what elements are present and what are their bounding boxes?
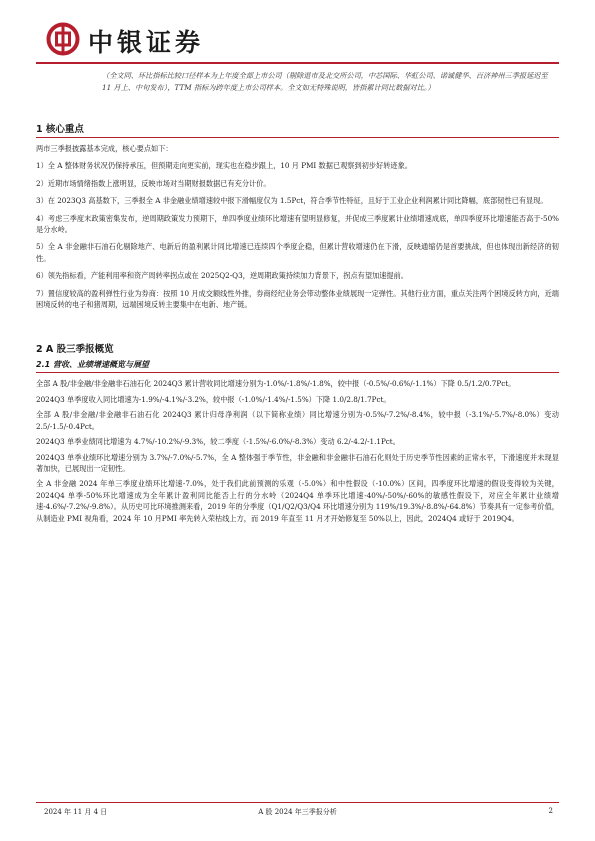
main-content bbox=[36, 70, 559, 524]
footer-date: 2024 年 11 月 4 日 bbox=[44, 808, 108, 816]
key-point-6: 6）领先指标看，产能利用率和资产周转率拐点或在 2025Q2-Q3，逆周期政策持续加力背景下，拐点有望加速提前。 bbox=[36, 271, 408, 281]
bank-of-china-logo-icon bbox=[46, 22, 80, 56]
key-point-4: 4）考虑三季度末政策密集发布，逆周期政策发力预期下，单四季度业绩环比增速有望明显修复，并促成三季度累计业绩增速成底，单四季度环比增速能否高于-50%是分水岭。 bbox=[36, 213, 559, 235]
key-point-2: 2）近期市场情绪指数上涨明显，反映市场对当期财报数据已有充分计价。 bbox=[36, 178, 271, 188]
section-1-divider bbox=[36, 137, 559, 138]
paragraph-profit-qoq: 2024Q3 单季业绩环比增速分别为 3.7%/-7.0%/-5.7%，全 A 整体强于季节性，非金融和非金融非石油石化则处于历史季节性因素的正常水平，下滑速度并未现显著加快，已展现出一定韧性。 bbox=[36, 452, 559, 473]
paragraph-outlook: 全 A 非金融 2024 年单三季度业绩环比增速-7.0%，处于我们此前预测的乐观（-5.0%）和中性假设（-10.0%）区间，四季度环比增速的假设变得较为关键，2024Q4 单季-50%环比增速成为全年累计盈利同比能否上行的分水岭（2024Q4 单季环比增速-40%/-50%/-60%的敏感性假设下，对应全年累计业绩增速-4.6%/-7.2%/-9.8%）。从历史可比环境推测来看，2019 年的分季度（Q1/Q2/Q3/Q4 环比增速分别为 119%/19.3%/-8.8%/-64.8%）节奏具有一定参考价值，从制造业 PMI 视角看，2024 年 10 月PMI 率先转入荣枯线上方，而 2019 年直至 11 月才开始修复至 50%以上，因此，2024Q4 或好于 2019Q4。 bbox=[36, 479, 559, 523]
page-header bbox=[36, 20, 559, 64]
paragraph-profit-quarterly: 2024Q3 单季业绩同比增速为 4.7%/-10.2%/-9.3%，较二季度（-1.5%/-6.0%/-8.3%）变动 6.2/-4.2/-1.1Pct。 bbox=[36, 437, 400, 447]
header-divider bbox=[36, 62, 559, 64]
section-2-1-heading: 2.1 营收、业绩增速概览与展望 bbox=[36, 360, 149, 370]
section-2-heading: 2 A 股三季报概览 bbox=[36, 344, 114, 356]
key-point-1: 1）全 A 整体财务状况仍保持承压，但预期走向更实前，现实也在稳步跟上，10 月 PMI 数据已观察到初步好转迹象。 bbox=[36, 161, 412, 171]
section-1-lead: 两市三季报披露基本完成，核心要点如下： bbox=[36, 144, 173, 153]
key-point-7: 7）置信度较高的盈利弹性行业为券商：按照 10 月成交额线性外推，券商经纪业务会带动整体业绩展现一定弹性。其他行业方面，重点关注两个困境反转方向，近端困境反转的电子和猪周期，远端困境反转主要集中在电新、地产链。 bbox=[36, 288, 559, 310]
section-1-heading: 1 核心重点 bbox=[36, 124, 84, 135]
paragraph-revenue-cumulative: 全部 A 股/非金融/非金融非石油石化 2024Q3 累计营收同比增速分别为-1.0%/-1.8%/-1.8%，较中报（-0.5%/-0.6%/-1.1%）下降 0.5/1.2/0.7Pct。 bbox=[36, 379, 516, 389]
paragraph-revenue-quarterly: 2024Q3 单季度收入同比增速为-1.9%/-4.1%/-3.2%，较中报（-1.0%/-1.4%/-1.5%）下降 1.0/2.8/1.7Pct。 bbox=[36, 394, 391, 404]
brand-name: 中银证券 bbox=[88, 28, 205, 57]
footer-divider bbox=[36, 802, 559, 803]
footer-report-title: A 股 2024 年三季报分析 bbox=[258, 808, 337, 816]
section-2-1-divider bbox=[36, 372, 559, 373]
key-point-3: 3）在 2023Q3 高基数下，三季报全 A 非金融业绩增速较中报下滑幅度仅为 1.5Pct，符合季节性特征，且好于工业企业利润累计同比降幅，底部韧性已有显现。 bbox=[36, 196, 548, 206]
key-point-5: 5）全 A 非金融非石油石化剔除地产、电新后的盈利累计同比增速已连续四个季度企稳，但累计营收增速仍在下滑，反映通缩仍是首要挑战，但也体现出新经济的韧性。 bbox=[36, 242, 559, 263]
footer-page-number: 2 bbox=[548, 807, 553, 815]
intro-note: （全文同、环比指标比较口径样本为上年度全部上市公司（剔除退市及北交所公司，中芯国际、华虹公司、诺诚健华、百济神州三季报延迟至 11 月上、中旬发布），TTM 指标为跨年度上市公司样本。全文如无特殊说明，皆指累计同比数据对比。） bbox=[102, 71, 548, 92]
paragraph-profit-cumulative: 全部 A 股/非金融/非金融非石油石化 2024Q3 累计归母净利润（以下简称业绩）同比增速分别为-0.5%/-7.2%/-8.4%，较中报（-3.1%/-5.7%/-8.0%）变动 2.5/-1.5/-0.4Pct。 bbox=[36, 410, 559, 431]
